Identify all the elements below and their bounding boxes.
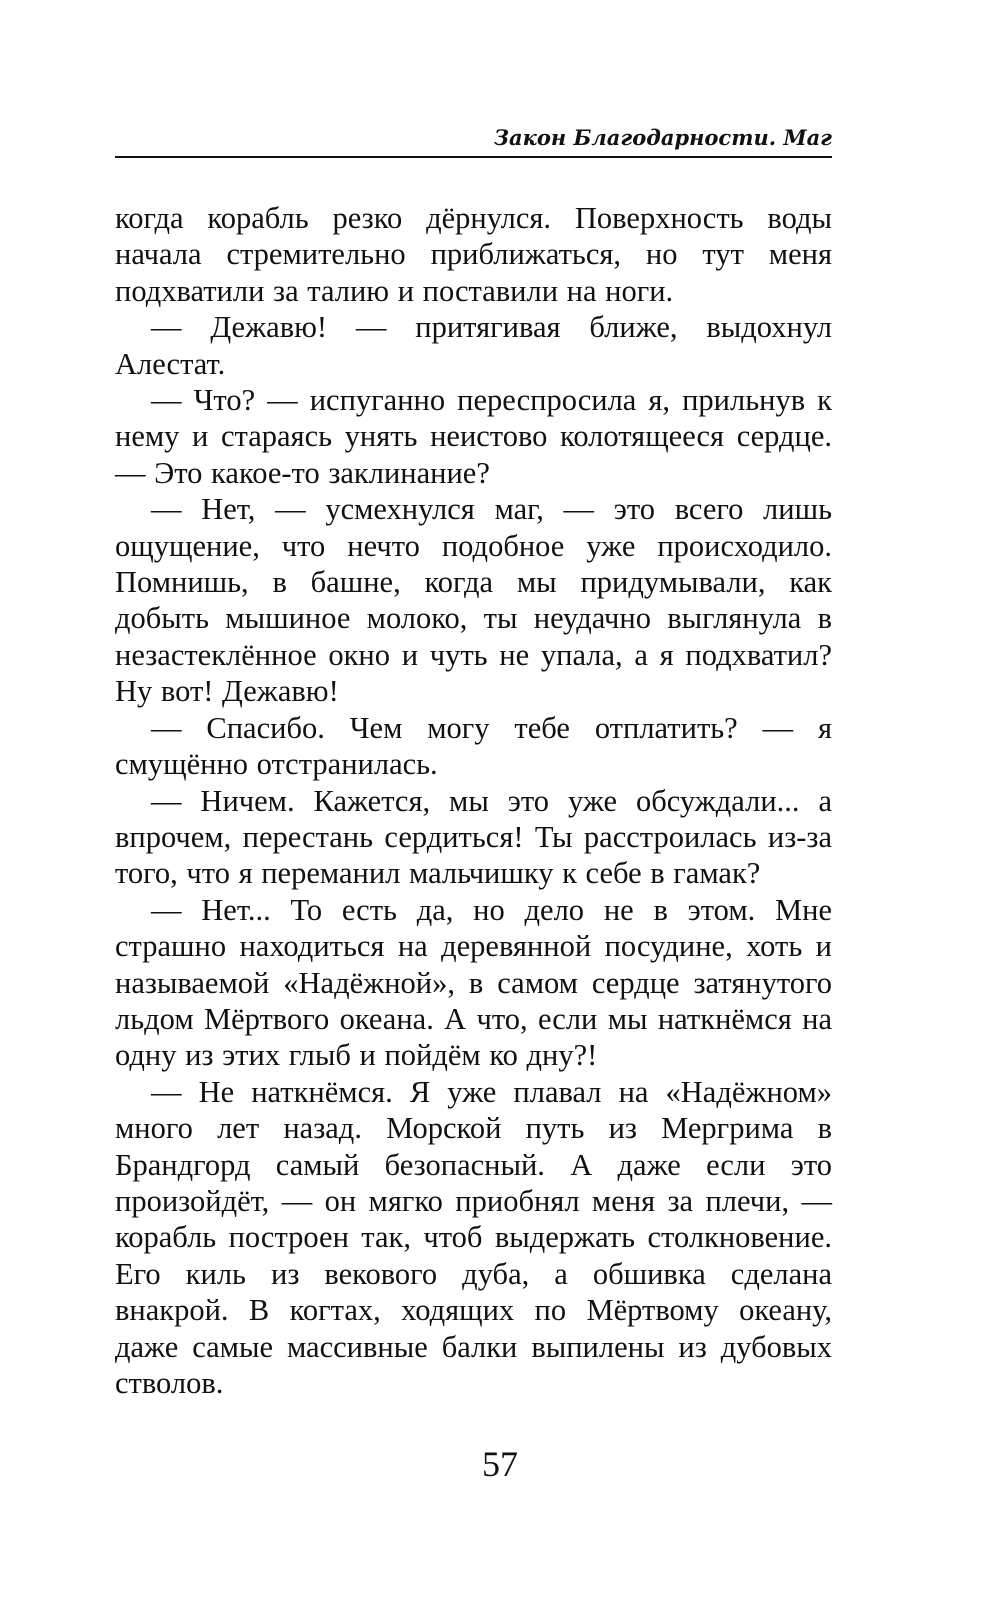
paragraph: — Спасибо. Чем могу тебе отплатить? — я смущённо отстранилась.: [115, 710, 832, 782]
paragraph: — Ничем. Кажется, мы это уже обсуждали... а впрочем, перестань сердиться! Ты расстроилась из-за того, что я переманил мальчишку к себе в гамак?: [115, 783, 832, 891]
paragraph: — Нет, — усмехнулся маг, — это всего лишь ощущение, что нечто подобное уже происходило. Помнишь, в башне, когда мы придумывали, как добыть мышиное молоко, ты неудачно выглянула в незастеклённое окно и чуть не упала, а я подхватил? Ну вот! Дежавю!: [115, 492, 832, 709]
running-head: Закон Благодарности. Маг: [493, 125, 832, 150]
header-rule: [115, 156, 832, 158]
page-number: 57: [482, 1444, 518, 1484]
paragraph: когда корабль резко дёрнулся. Поверхность воды начала стремительно приближаться, но тут меня подхватили за талию и поставили на ноги.: [115, 201, 832, 308]
body-text: [115, 200, 832, 1401]
paragraph: — Не наткнёмся. Я уже плавал на «Надёжном» много лет назад. Морской путь из Мергрима в Брандгорд самый безопасный. А даже если это произойдёт, — он мягко приобнял меня за плечи, — корабль построен так, чтоб выдержать столкновение. Его киль из векового дуба, а обшивка сделана внакрой. В когтах, ходящих по Мёртвому океану, даже самые массивные балки выпилены из дубовых стволов.: [115, 1074, 832, 1400]
paragraph: — Нет... То есть да, но дело не в этом. Мне страшно находиться на деревянной посудине, хоть и называемой «Надёжной», в самом сердце затянутого льдом Мёртвого океана. А что, если мы наткнёмся на одну из этих глыб и пойдём ко дну?!: [115, 892, 832, 1073]
paragraph: — Что? — испуганно переспросила я, прильнув к нему и стараясь унять неистово колотящееся сердце. — Это какое-то заклинание?: [115, 383, 832, 490]
paragraph: — Дежавю! — притягивая ближе, выдохнул Алестат.: [115, 310, 832, 381]
